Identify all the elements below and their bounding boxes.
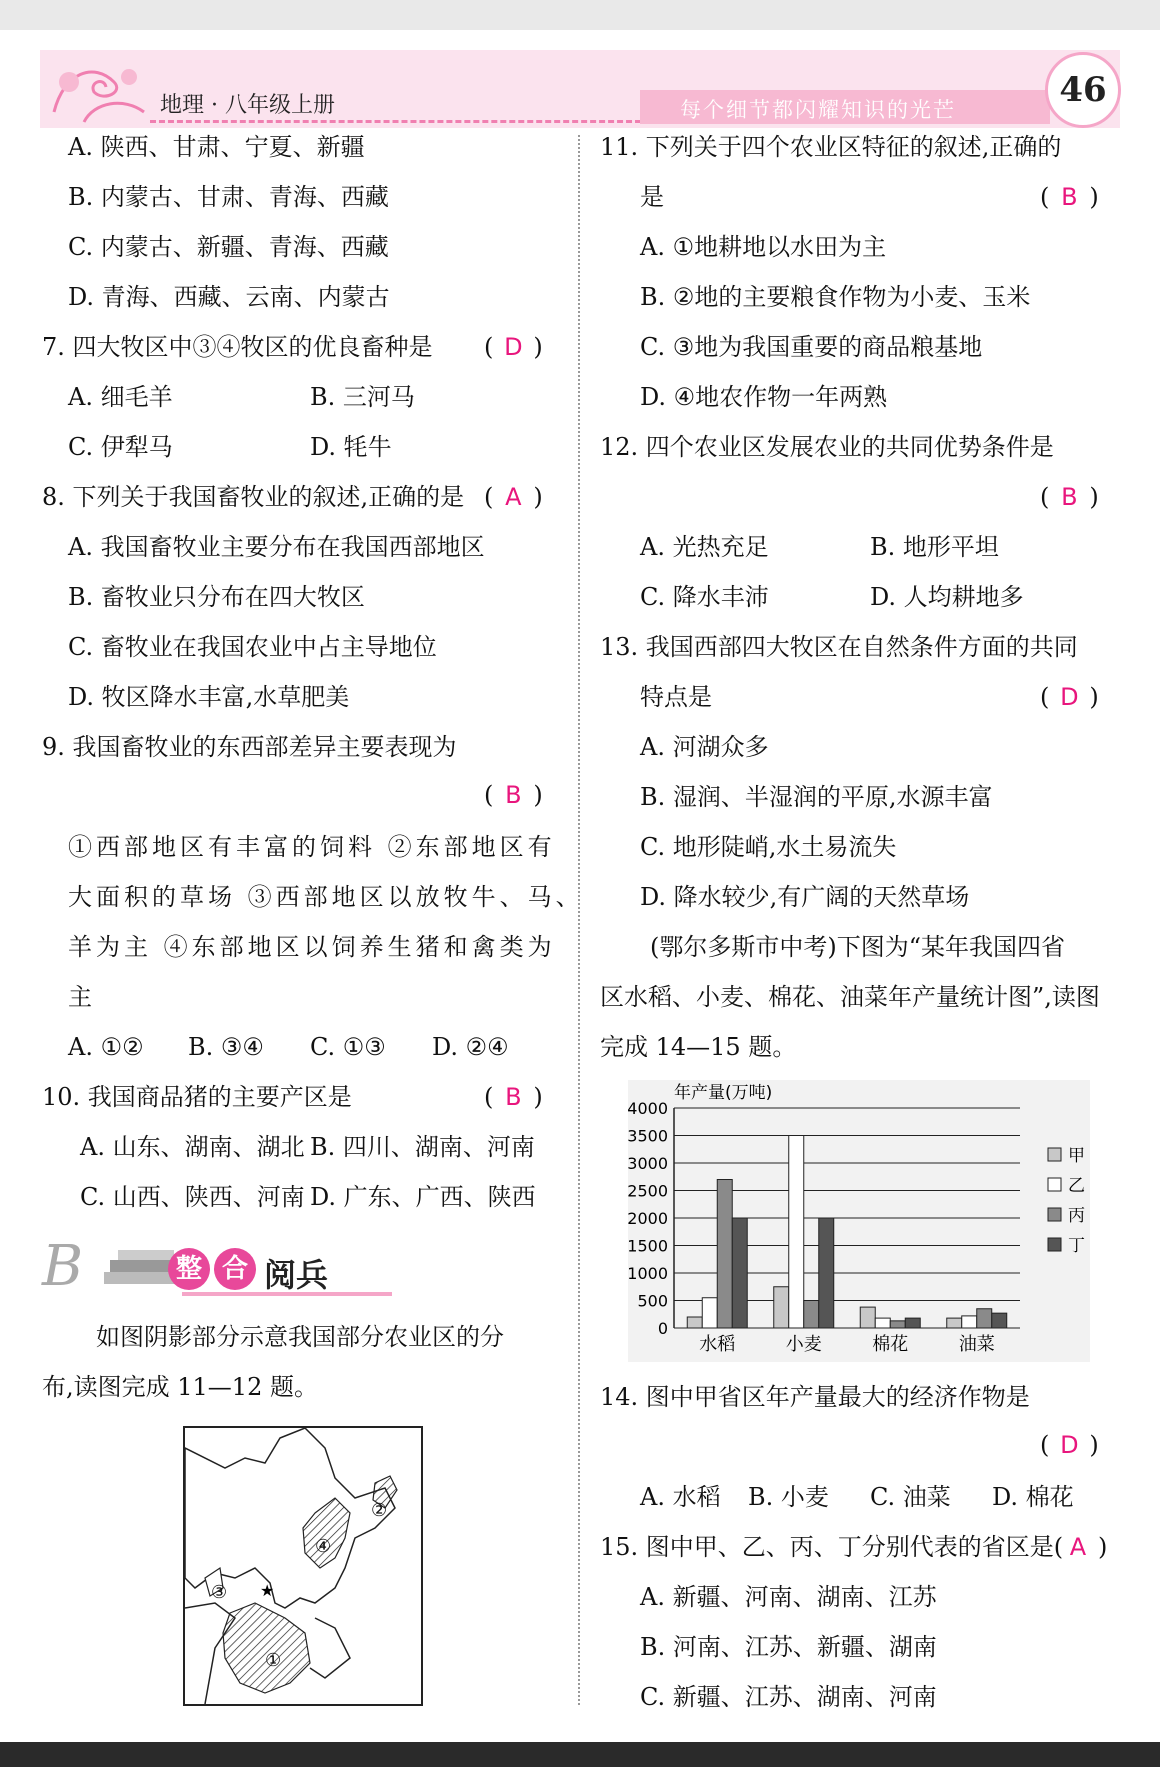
q10-stem: 10. 我国商品猪的主要产区是 xyxy=(42,1083,352,1111)
q9-material-line-2: 大面积的草场 ③西部地区以放牧牛、马、 xyxy=(68,883,584,911)
chart-legend-swatch xyxy=(1048,1178,1061,1191)
q14-stem: 14. 图中甲省区年产量最大的经济作物是 xyxy=(600,1383,1030,1411)
q14-answer: ( D ) xyxy=(1040,1431,1099,1459)
chart-intro-line-3: 完成 14—15 题。 xyxy=(600,1033,797,1061)
chart-bar xyxy=(890,1321,905,1328)
q14-option-b: B. 小麦 xyxy=(748,1483,829,1511)
chart-legend-swatch xyxy=(1048,1238,1061,1251)
q11-stem-line-1: 11. 下列关于四个农业区特征的叙述,正确的 xyxy=(600,133,1062,161)
chart-category-label: 油菜 xyxy=(958,1334,995,1355)
book-title: 地理 · 八年级上册 xyxy=(160,93,335,118)
q13-stem-line-2: 特点是 xyxy=(640,683,712,711)
q9-option-d: D. ②④ xyxy=(432,1033,509,1061)
q7-stem: 7. 四大牧区中③④牧区的优良畜种是 xyxy=(42,333,433,361)
q8-option-c: C. 畜牧业在我国农业中占主导地位 xyxy=(68,633,437,661)
chart-bar xyxy=(732,1218,747,1328)
q9-option-b: B. ③④ xyxy=(188,1033,264,1061)
chart-bar xyxy=(687,1317,702,1328)
chart-ytick-label: 3500 xyxy=(628,1126,668,1146)
flower-ornament-icon xyxy=(44,52,154,126)
q12-option-b: B. 地形平坦 xyxy=(870,533,999,561)
map-label-1: ① xyxy=(265,1650,282,1671)
chart-legend-swatch xyxy=(1048,1148,1061,1161)
q7-option-c: C. 伊犁马 xyxy=(68,433,173,461)
q10-option-b: B. 四川、湖南、河南 xyxy=(310,1133,535,1161)
chart-bar xyxy=(962,1316,977,1328)
section-char-2: 合 xyxy=(214,1248,256,1290)
q13-stem-line-1: 13. 我国西部四大牧区在自然条件方面的共同 xyxy=(600,633,1078,661)
chart-category-label: 水稻 xyxy=(699,1334,736,1355)
chart-ytick-label: 500 xyxy=(637,1291,668,1311)
q12-option-d: D. 人均耕地多 xyxy=(870,583,1024,611)
chart-legend-label: 乙 xyxy=(1068,1176,1085,1196)
chart-bar xyxy=(774,1287,789,1328)
chart-bar xyxy=(717,1180,732,1329)
q15-answer: A ) xyxy=(1069,1533,1108,1561)
q12-option-c: C. 降水丰沛 xyxy=(640,583,769,611)
chart-bar xyxy=(977,1309,992,1328)
bottom-bar xyxy=(0,1742,1160,1767)
map-label-4: ④ xyxy=(315,1536,332,1557)
q7-answer: ( D ) xyxy=(484,333,543,361)
section-banner xyxy=(42,1234,352,1299)
chart-ytick-label: 2000 xyxy=(628,1209,668,1228)
q14-option-a: A. 水稻 xyxy=(640,1483,721,1511)
q9-material-line-4: 主 xyxy=(68,983,96,1011)
q8-option-d: D. 牧区降水丰富,水草肥美 xyxy=(68,683,350,711)
chart-legend-label: 甲 xyxy=(1068,1146,1085,1166)
chart-bar xyxy=(947,1318,962,1328)
chart-bar xyxy=(905,1318,920,1328)
q11-option-c: C. ③地为我国重要的商品粮基地 xyxy=(640,333,983,361)
q9-option-c: C. ①③ xyxy=(310,1033,386,1061)
q9-material-line-1: ①西部地区有丰富的饲料 ②东部地区有 xyxy=(68,833,556,861)
q6-option-b: B. 内蒙古、甘肃、青海、西藏 xyxy=(68,183,389,211)
q7-option-a: A. 细毛羊 xyxy=(68,383,173,411)
header-dashed-line xyxy=(150,120,650,123)
q13-option-b: B. 湿润、半湿润的平原,水源丰富 xyxy=(640,783,993,811)
q9-option-a: A. ①② xyxy=(68,1033,144,1061)
page-number: 46 xyxy=(1045,52,1121,128)
chart-bar xyxy=(860,1307,875,1328)
chart-bar xyxy=(875,1318,890,1328)
q6-option-d: D. 青海、西藏、云南、内蒙古 xyxy=(68,283,390,311)
section-char-1: 整 xyxy=(168,1248,210,1290)
section-letter: B xyxy=(42,1234,84,1299)
chart-legend-label: 丙 xyxy=(1068,1206,1085,1226)
q15-option-a: A. 新疆、河南、湖南、江苏 xyxy=(640,1583,937,1611)
q8-answer: ( A ) xyxy=(484,483,543,511)
q10-option-a: A. 山东、湖南、湖北 xyxy=(80,1133,305,1161)
q15-stem: 15. 图中甲、乙、丙、丁分别代表的省区是( xyxy=(600,1533,1064,1561)
q14-option-d: D. 棉花 xyxy=(992,1483,1074,1511)
chart-bar xyxy=(804,1301,819,1329)
chart-ytick-label: 4000 xyxy=(628,1099,668,1118)
q8-option-b: B. 畜牧业只分布在四大牧区 xyxy=(68,583,365,611)
header-slogan: 每个细节都闪耀知识的光芒 xyxy=(680,98,956,122)
q12-stem: 12. 四个农业区发展农业的共同优势条件是 xyxy=(600,433,1054,461)
q11-option-b: B. ②地的主要粮食作物为小麦、玉米 xyxy=(640,283,1031,311)
q15-option-b: B. 河南、江苏、新疆、湖南 xyxy=(640,1633,937,1661)
q8-stem: 8. 下列关于我国畜牧业的叙述,正确的是 xyxy=(42,483,465,511)
q9-material-line-3: 羊为主 ④东部地区以饲养生猪和禽类为 xyxy=(68,933,556,961)
chart-bar xyxy=(789,1136,804,1329)
q7-option-b: B. 三河马 xyxy=(310,383,415,411)
chart-legend-label: 丁 xyxy=(1068,1236,1085,1256)
q9-stem: 9. 我国畜牧业的东西部差异主要表现为 xyxy=(42,733,457,761)
q8-option-a: A. 我国畜牧业主要分布在我国西部地区 xyxy=(68,533,485,561)
chart-ytick-label: 2500 xyxy=(628,1181,668,1201)
chart-bar xyxy=(992,1313,1007,1328)
chart-ytick-label: 0 xyxy=(657,1319,668,1338)
q10-answer: ( B ) xyxy=(484,1083,543,1111)
chart-ylabel: 年产量(万吨) xyxy=(674,1083,773,1103)
chart-bar xyxy=(819,1218,834,1328)
q15-option-c: C. 新疆、江苏、湖南、河南 xyxy=(640,1683,937,1711)
agricultural-region-map xyxy=(183,1426,423,1706)
chart-intro-line-2: 区水稻、小麦、棉花、油菜年产量统计图”,读图 xyxy=(600,983,1100,1011)
section-title: 阅兵 xyxy=(264,1256,329,1294)
q11-option-d: D. ④地农作物一年两熟 xyxy=(640,383,888,411)
q11-stem-line-2: 是 xyxy=(640,183,664,211)
chart-category-label: 小麦 xyxy=(785,1334,822,1355)
q11-option-a: A. ①地耕地以水田为主 xyxy=(640,233,887,261)
q13-option-a: A. 河湖众多 xyxy=(640,733,769,761)
q6-option-a: A. 陕西、甘肃、宁夏、新疆 xyxy=(68,133,365,161)
chart-intro-line-1: (鄂尔多斯市中考)下图为“某年我国四省 xyxy=(650,933,1065,961)
q9-answer: ( B ) xyxy=(484,781,543,809)
q7-option-d: D. 牦牛 xyxy=(310,433,392,461)
capital-star-icon: ★ xyxy=(260,1581,275,1600)
map-label-3: ③ xyxy=(211,1582,228,1603)
chart-ytick-label: 3000 xyxy=(628,1154,668,1173)
chart-category-label: 棉花 xyxy=(872,1334,909,1355)
map-intro-line-1: 如图阴影部分示意我国部分农业区的分 xyxy=(96,1323,504,1351)
crop-production-chart xyxy=(628,1080,1090,1362)
map-label-2: ② xyxy=(371,1500,388,1521)
chart-legend-swatch xyxy=(1048,1208,1061,1221)
q10-option-d: D. 广东、广西、陕西 xyxy=(310,1183,536,1211)
q13-option-c: C. 地形陡峭,水土易流失 xyxy=(640,833,897,861)
chart-ytick-label: 1000 xyxy=(628,1264,668,1283)
q11-answer: ( B ) xyxy=(1040,183,1099,211)
q13-answer: ( D ) xyxy=(1040,683,1099,711)
q14-option-c: C. 油菜 xyxy=(870,1483,951,1511)
q6-option-c: C. 内蒙古、新疆、青海、西藏 xyxy=(68,233,389,261)
q12-answer: ( B ) xyxy=(1040,483,1099,511)
top-bar xyxy=(0,0,1160,30)
q12-option-a: A. 光热充足 xyxy=(640,533,769,561)
q10-option-c: C. 山西、陕西、河南 xyxy=(80,1183,305,1211)
chart-svg xyxy=(628,1080,1090,1362)
map-intro-line-2: 布,读图完成 11—12 题。 xyxy=(42,1373,318,1401)
column-divider xyxy=(578,135,580,1705)
chart-ytick-label: 1500 xyxy=(628,1236,668,1256)
q13-option-d: D. 降水较少,有广阔的天然草场 xyxy=(640,883,970,911)
map-drawing xyxy=(185,1428,421,1704)
chart-bar xyxy=(702,1298,717,1328)
